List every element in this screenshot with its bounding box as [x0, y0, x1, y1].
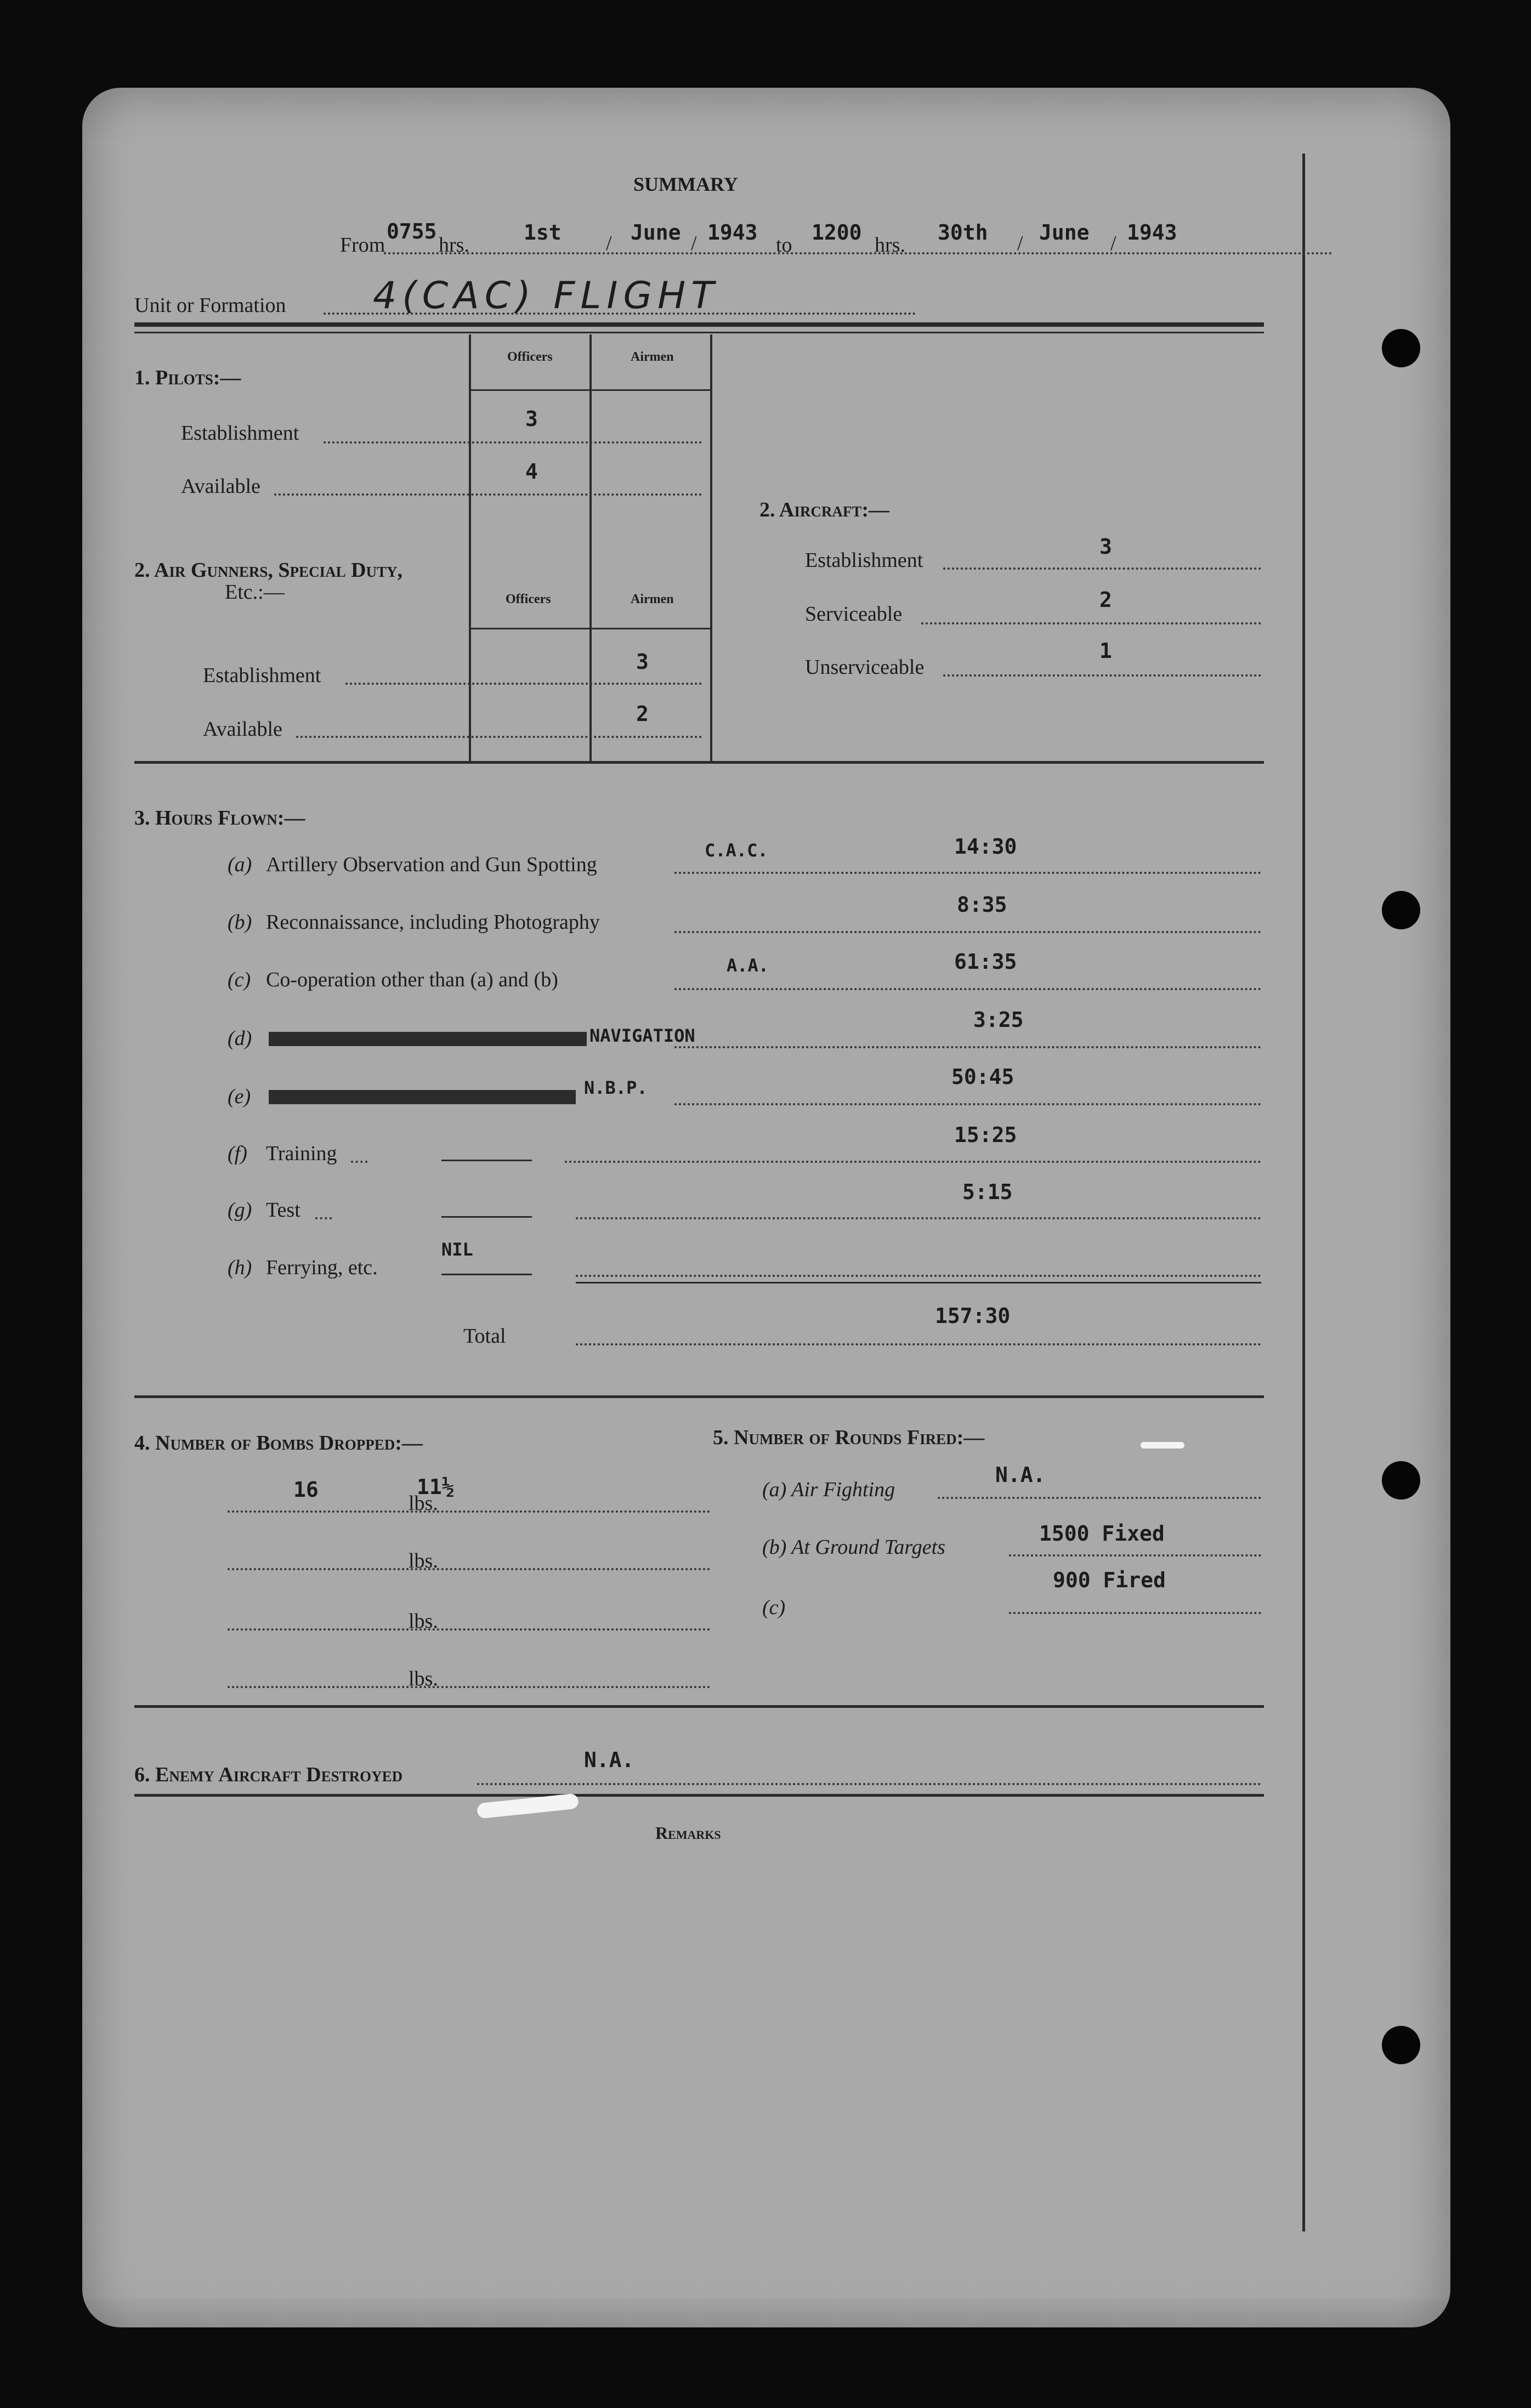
rounds-ground-targets-value: 1500 Fixed — [1039, 1521, 1165, 1546]
summary-title: SUMMARY — [633, 173, 738, 195]
binder-hole — [1382, 329, 1420, 367]
pilots-available-label: Available — [181, 475, 260, 498]
hours-item-h-letter: (h) — [228, 1256, 252, 1279]
dotted-line — [296, 736, 702, 738]
dotted-line — [477, 1783, 1261, 1785]
redaction-mark — [269, 1032, 587, 1046]
dotted-line — [576, 1343, 1261, 1345]
dotted-line — [1009, 1612, 1261, 1614]
paper-damage-mark — [1141, 1442, 1184, 1449]
redaction-mark — [269, 1090, 576, 1104]
remarks-heading: Remarks — [655, 1823, 721, 1843]
air-gunners-heading-2: Etc.:— — [225, 581, 285, 604]
unit-label: Unit or Formation — [134, 294, 286, 317]
bombs-row-1-count: 16 — [293, 1478, 319, 1502]
hours-item-b-value: 8:35 — [957, 893, 1007, 917]
dotted-line — [674, 872, 1261, 874]
binder-hole — [1382, 891, 1420, 929]
dotted-line — [351, 1161, 367, 1163]
from-day: 1st — [524, 220, 562, 245]
date-slash: / — [691, 232, 697, 255]
dotted-line — [576, 1275, 1261, 1277]
aircraft-serviceable-label: Serviceable — [805, 603, 903, 626]
bombs-row-4-lbs-label: lbs. — [409, 1667, 438, 1690]
gunners-available-label: Available — [203, 718, 282, 741]
dotted-line — [324, 441, 702, 444]
hours-total-label: Total — [463, 1325, 506, 1348]
grid-line — [469, 628, 710, 629]
dotted-line — [943, 674, 1261, 677]
gunners-col-officers: Officers — [506, 592, 551, 606]
dotted-line — [228, 1628, 710, 1631]
grid-line — [589, 334, 592, 762]
dotted-line — [1009, 1554, 1261, 1557]
enemy-aircraft-value: N.A. — [584, 1748, 634, 1772]
hours-total-value: 157:30 — [935, 1304, 1011, 1328]
gunners-establishment-label: Establishment — [203, 664, 321, 687]
to-month: June — [1039, 220, 1090, 245]
hours-item-a-letter: (a) — [228, 853, 252, 876]
rounds-ground-targets-label: (b) At Ground Targets — [762, 1536, 945, 1559]
binder-hole — [1382, 1461, 1420, 1500]
dotted-line — [228, 1510, 710, 1513]
grid-line — [469, 334, 471, 762]
hrs-label-2: hrs. — [875, 234, 905, 257]
pilots-establishment-officers: 3 — [525, 407, 538, 431]
dotted-line — [228, 1568, 710, 1570]
dotted-line — [228, 1686, 710, 1688]
period-dotted-line — [384, 252, 1332, 254]
pilots-establishment-label: Establishment — [181, 422, 299, 445]
dotted-line — [674, 1046, 1261, 1048]
dotted-line — [921, 622, 1261, 624]
hours-item-f-letter: (f) — [228, 1142, 247, 1165]
pilots-available-officers: 4 — [525, 459, 538, 484]
hours-item-b-label: Reconnaissance, including Photography — [266, 911, 600, 934]
from-month: June — [631, 220, 681, 245]
dotted-line — [565, 1161, 1261, 1163]
hours-item-c-letter: (c) — [228, 968, 251, 991]
rounds-heading: 5. Number of Rounds Fired:— — [713, 1426, 985, 1449]
hours-item-e-letter: (e) — [228, 1085, 251, 1108]
paper-damage-mark — [477, 1793, 579, 1819]
bombs-row-1-lbs: 11½ — [417, 1475, 455, 1499]
rounds-air-fighting-label: (a) Air Fighting — [762, 1478, 895, 1501]
date-slash: / — [606, 232, 612, 255]
hours-item-d-letter: (d) — [228, 1027, 252, 1050]
section-rule — [134, 1705, 1264, 1708]
gunners-col-airmen: Airmen — [631, 592, 674, 606]
rounds-c-value: 900 Fired — [1053, 1568, 1166, 1592]
bombs-row-2-lbs-label: lbs. — [409, 1549, 438, 1572]
hours-item-g-value: 5:15 — [962, 1180, 1013, 1204]
pilots-col-airmen: Airmen — [631, 350, 674, 364]
blank-line — [441, 1216, 532, 1218]
gunners-establishment-airmen: 3 — [636, 650, 649, 674]
section-rule — [134, 1794, 1264, 1797]
pilots-heading: 1. Pilots:— — [134, 366, 241, 389]
aircraft-establishment-label: Establishment — [805, 549, 923, 572]
total-rule — [576, 1282, 1261, 1283]
aircraft-serviceable-value: 2 — [1099, 588, 1112, 612]
bombs-row-3-lbs-label: lbs. — [409, 1610, 438, 1633]
hours-item-g-label: Test — [266, 1199, 300, 1222]
hours-item-f-value: 15:25 — [954, 1123, 1017, 1147]
bombs-row-1-lbs-label: lbs. — [409, 1492, 438, 1515]
from-year: 1943 — [707, 220, 758, 245]
blank-line — [441, 1160, 532, 1161]
hours-item-c-note: A.A. — [727, 955, 769, 976]
unit-value: 4(CAC) FLIGHT — [373, 274, 719, 317]
to-day: 30th — [938, 220, 988, 245]
date-slash: / — [1017, 232, 1023, 255]
binder-hole — [1382, 2026, 1420, 2064]
hrs-label-1: hrs. — [439, 234, 469, 257]
hours-item-h-label: Ferrying, etc. — [266, 1256, 378, 1279]
date-slash: / — [1110, 232, 1116, 255]
aircraft-unserviceable-value: 1 — [1099, 639, 1112, 663]
from-time: 0755 — [387, 219, 437, 243]
form-sheet — [82, 88, 1450, 2327]
to-year: 1943 — [1127, 220, 1177, 245]
dotted-line — [674, 1103, 1261, 1105]
hours-item-h-note: NIL — [441, 1239, 473, 1260]
aircraft-unserviceable-label: Unserviceable — [805, 656, 925, 679]
hours-item-a-value: 14:30 — [954, 834, 1017, 859]
to-label: to — [776, 234, 792, 257]
hours-item-e-note: N.B.P. — [584, 1077, 648, 1098]
dotted-line — [315, 1217, 332, 1219]
dotted-line — [274, 493, 702, 496]
hours-item-b-letter: (b) — [228, 911, 252, 934]
hours-item-a-note: C.A.C. — [705, 840, 768, 861]
dotted-line — [674, 931, 1261, 933]
enemy-aircraft-label: 6. Enemy Aircraft Destroyed — [134, 1763, 403, 1786]
rounds-air-fighting-value: N.A. — [995, 1463, 1046, 1487]
hours-item-d-note: NAVIGATION — [589, 1025, 695, 1046]
rounds-c-label: (c) — [762, 1596, 786, 1619]
aircraft-heading: 2. Aircraft:— — [759, 498, 890, 521]
dotted-line — [674, 988, 1261, 990]
margin-rule — [1302, 154, 1305, 2231]
hours-item-c-label: Co-operation other than (a) and (b) — [266, 968, 558, 991]
section-rule — [134, 1395, 1264, 1398]
to-time: 1200 — [812, 220, 862, 245]
aircraft-establishment-value: 3 — [1099, 535, 1112, 559]
dotted-line — [943, 567, 1261, 570]
header-rule-thin — [134, 332, 1264, 333]
gunners-available-airmen: 2 — [636, 702, 649, 726]
hours-item-c-value: 61:35 — [954, 950, 1017, 974]
dotted-line — [576, 1217, 1261, 1219]
bombs-heading: 4. Number of Bombs Dropped:— — [134, 1432, 423, 1455]
grid-line — [710, 334, 712, 762]
hours-item-g-letter: (g) — [228, 1199, 252, 1222]
dotted-line — [345, 683, 702, 685]
pilots-col-officers: Officers — [507, 350, 553, 364]
hours-item-f-label: Training — [266, 1142, 337, 1165]
hours-item-e-value: 50:45 — [951, 1065, 1014, 1089]
unit-dotted-line — [324, 313, 916, 315]
section-rule — [134, 761, 1264, 764]
air-gunners-heading: 2. Air Gunners, Special Duty, — [134, 559, 403, 582]
header-rule — [134, 322, 1264, 327]
from-label: From — [340, 234, 385, 257]
hours-item-d-value: 3:25 — [973, 1008, 1024, 1032]
grid-line — [469, 389, 710, 391]
dotted-line — [938, 1497, 1261, 1499]
hours-item-a-label: Artillery Observation and Gun Spotting — [266, 853, 597, 876]
hours-flown-heading: 3. Hours Flown:— — [134, 807, 305, 830]
blank-line — [441, 1274, 532, 1275]
